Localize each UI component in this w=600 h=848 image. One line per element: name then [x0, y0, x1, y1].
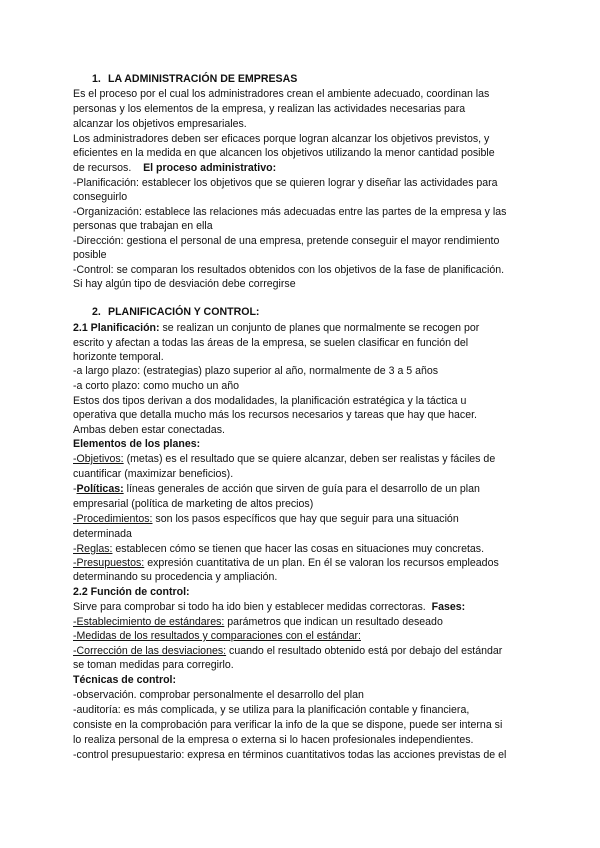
list-item: -Medidas de los resultados y comparaciones con el estándar: — [73, 630, 361, 642]
plan-elements-heading: Elementos de los planes: — [73, 438, 201, 450]
paragraph-line: conseguirlo — [73, 191, 128, 203]
paragraph-line: determinando su procedencia y ampliación. — [73, 571, 278, 583]
paragraph-line: empresarial (política de marketing de altos precios) — [73, 498, 314, 510]
section-2-title: PLANIFICACIÓN Y CONTROL: — [108, 306, 260, 318]
list-item: -Corrección de las desviaciones: cuando el resultado obtenido está por debajo del estándar — [73, 645, 503, 657]
paragraph-line: Es el proceso por el cual los administradores crean el ambiente adecuado, coordinan las — [73, 88, 490, 100]
list-item: -Dirección: gestiona el personal de una empresa, pretende conseguir el mayor rendimiento — [73, 235, 500, 247]
paragraph-line: operativa que detalla mucho más los recursos necesarios y tareas que hay que hacer. — [73, 409, 477, 421]
subsection-2-2-heading: 2.2 Función de control: — [73, 586, 190, 598]
control-techniques-heading: Técnicas de control: — [73, 674, 177, 686]
list-item: -Presupuestos: expresión cuantitativa de un plan. En él se valoran los recursos empleados — [73, 557, 499, 569]
paragraph-line: 2.1 Planificación: se realizan un conjunto de planes que normalmente se recogen por — [73, 322, 480, 334]
section-1-title: LA ADMINISTRACIÓN DE EMPRESAS — [108, 73, 298, 85]
paragraph-line: Los administradores deben ser eficaces porque logran alcanzar los objetivos previstos, y — [73, 133, 490, 145]
list-item: -Establecimiento de estándares: parámetros que indican un resultado deseado — [73, 616, 443, 628]
paragraph-line: Ambas deben estar conectadas. — [73, 424, 225, 436]
list-item: -Planificación: establecer los objetivos que se quieren lograr y diseñar las actividades para — [73, 177, 498, 189]
list-item: -Procedimientos: son los pasos específicos que hay que seguir para una situación — [73, 513, 459, 525]
section-2-number: 2. — [92, 306, 101, 318]
list-item: -a corto plazo: como mucho un año — [73, 380, 240, 392]
list-item: -Objetivos: (metas) es el resultado que se quiere alcanzar, deben ser realistas y fáciles de — [73, 453, 496, 465]
paragraph-line: Si hay algún tipo de desviación debe corregirse — [73, 278, 296, 290]
paragraph-line: posible — [73, 249, 107, 261]
paragraph-line: Sirve para comprobar si todo ha ido bien y establecer medidas correctoras. Fases: — [73, 601, 466, 613]
paragraph-line: de recursos. El proceso administrativo: — [73, 162, 277, 174]
paragraph-line: personas que trabajan en ella — [73, 220, 213, 232]
list-item: -Control: se comparan los resultados obtenidos con los objetivos de la fase de planificación. — [73, 264, 505, 276]
section-1-number: 1. — [92, 73, 101, 85]
paragraph-line: se toman medidas para corregirlo. — [73, 659, 234, 671]
paragraph-line: Estos dos tipos derivan a dos modalidades, la planificación estratégica y la táctica u — [73, 395, 467, 407]
list-item: -a largo plazo: (estrategias) plazo superior al año, normalmente de 3 a 5 años — [73, 365, 439, 377]
list-item: -auditoría: es más complicada, y se utiliza para la planificación contable y financiera, — [73, 704, 470, 716]
paragraph-line: eficientes en la medida en que alcancen los objetivos utilizando la menor cantidad posible — [73, 147, 495, 159]
list-item: -Organización: establece las relaciones más adecuadas entre las partes de la empresa y las — [73, 206, 507, 218]
paragraph-line: lo realiza personal de la empresa o externa si lo hacen profesionales independientes. — [73, 734, 474, 746]
phases-heading: Fases: — [431, 601, 466, 613]
paragraph-line: determinada — [73, 528, 132, 540]
paragraph-line: alcanzar los objetivos empresariales. — [73, 118, 247, 130]
list-item: -control presupuestario: expresa en términos cuantitativos todas las acciones previstas de el — [73, 749, 507, 761]
paragraph-line: horizonte temporal. — [73, 351, 164, 363]
process-heading: El proceso administrativo: — [143, 162, 277, 174]
subsection-2-1-heading: 2.1 Planificación: — [73, 322, 160, 334]
list-item: -Reglas: establecen cómo se tienen que hacer las cosas en situaciones muy concretas. — [73, 543, 485, 555]
paragraph-line: escrito y afectan a todas las áreas de la empresa, se suelen clasificar en función del — [73, 337, 469, 349]
paragraph-line: consiste en la comprobación para verificar la info de la que se dispone, puede ser interna si — [73, 719, 503, 731]
paragraph-line: cuantificar (maximizar beneficios). — [73, 468, 234, 480]
list-item: -observación. comprobar personalmente el desarrollo del plan — [73, 689, 364, 701]
paragraph-line: personas y los elementos de la empresa, y realizan las actividades necesarias para — [73, 103, 466, 115]
list-item: -Políticas: líneas generales de acción que sirven de guía para el desarrollo de un plan — [73, 483, 480, 495]
